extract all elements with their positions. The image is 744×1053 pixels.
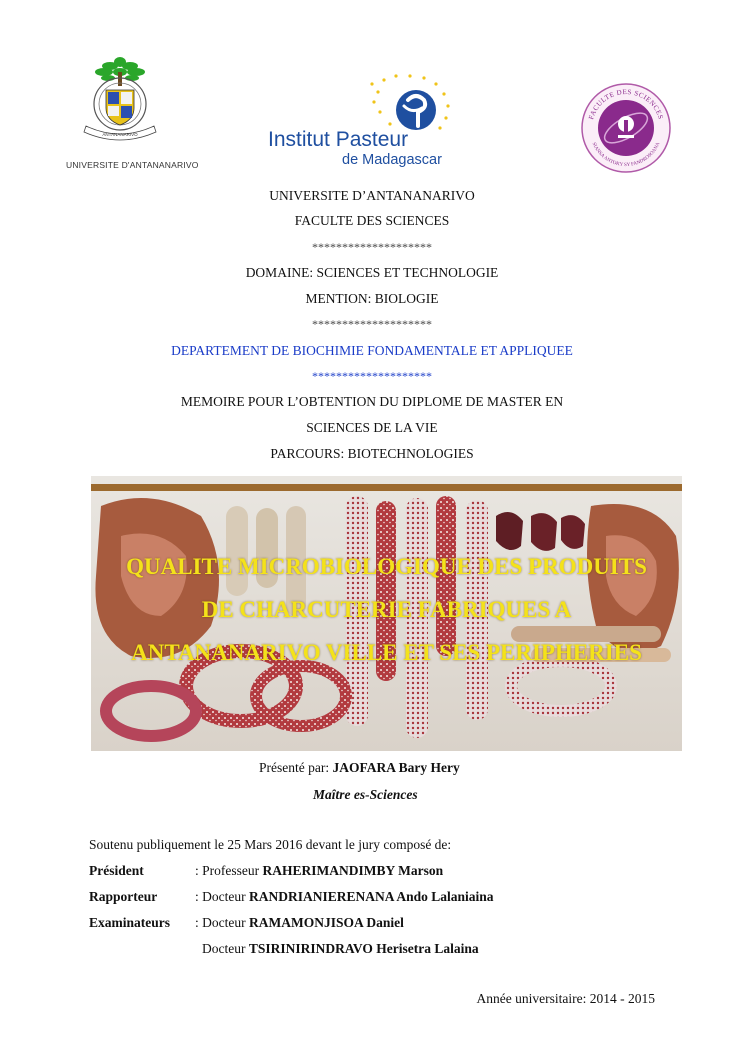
rapporteur-prefix: : Docteur xyxy=(195,889,246,904)
exam1-name: RAMAMONJISOA Daniel xyxy=(248,915,404,930)
university-name: UNIVERSITE D’ANTANANARIVO xyxy=(269,188,475,203)
pasteur-name: Institut Pasteur xyxy=(268,128,409,151)
faculty-seal-logo xyxy=(578,80,674,176)
parcours-line: PARCOURS: BIOTECHNOLOGIES xyxy=(270,446,474,461)
president-name: RAHERIMANDIMBY Marson xyxy=(262,863,444,878)
domain-line: DOMAINE: SCIENCES ET TECHNOLOGIE xyxy=(245,265,499,280)
faculty-name: FACULTE DES SCIENCES xyxy=(294,213,450,228)
thesis-title-line-3: ANTANANARIVO VILLE ET SES PERIPHERIES xyxy=(131,640,642,665)
department-line: DEPARTEMENT DE BIOCHIMIE FONDAMENTALE ET APPLIQUEE xyxy=(171,343,573,358)
jury-role-president: Président xyxy=(89,863,144,878)
author-line xyxy=(259,760,460,776)
thesis-title-line-2: DE CHARCUTERIE FABRIQUES A xyxy=(201,597,572,622)
pasteur-subtitle: de Madagascar xyxy=(342,152,442,168)
mention-line: MENTION: BIOLOGIE xyxy=(305,291,439,306)
separator-2: ******************** xyxy=(312,317,432,331)
rapporteur-name: RANDRIANIERENANA Ando Lalaniaina xyxy=(248,889,494,904)
university-logo xyxy=(60,50,180,170)
president-prefix: : Professeur xyxy=(195,863,260,878)
institut-pasteur-logo xyxy=(266,70,466,170)
author-degree: Maître es-Sciences xyxy=(313,787,418,802)
academic-year: Année universitaire: 2014 - 2015 xyxy=(476,991,655,1006)
separator-1: ******************** xyxy=(312,240,432,254)
faculty-seal-bottom-text: SIANSA ANTOKY SY FANDROSOANA xyxy=(590,141,662,169)
exam1-prefix: : Docteur xyxy=(195,915,246,930)
university-seal-text: ANTANANARIVO xyxy=(102,132,138,137)
exam2-name: TSIRINIRINDRAVO Herisetra Lalaina xyxy=(248,941,479,956)
memoire-line-1: MEMOIRE POUR L’OBTENTION DU DIPLOME DE MASTER EN xyxy=(180,394,564,409)
exam2-prefix: Docteur xyxy=(202,941,246,956)
author-name: JAOFARA Bary Hery xyxy=(332,760,460,775)
faculty-seal-top-text: FACULTE DES SCIENCES xyxy=(587,87,665,121)
memoire-line-2: SCIENCES DE LA VIE xyxy=(306,420,438,435)
thesis-title-line-1: QUALITE MICROBIOLOGIQUE DES PRODUITS xyxy=(126,554,647,579)
jury-intro: Soutenu publiquement le 25 Mars 2016 devant le jury composé de: xyxy=(89,837,452,852)
jury-role-examinateurs: Examinateurs xyxy=(89,915,170,930)
separator-3: ******************** xyxy=(312,369,432,383)
author-label: Présenté par: xyxy=(259,760,330,775)
jury-role-rapporteur: Rapporteur xyxy=(89,889,158,904)
charcuterie-photo xyxy=(91,476,682,751)
university-caption: UNIVERSITE D'ANTANANARIVO xyxy=(66,160,199,170)
